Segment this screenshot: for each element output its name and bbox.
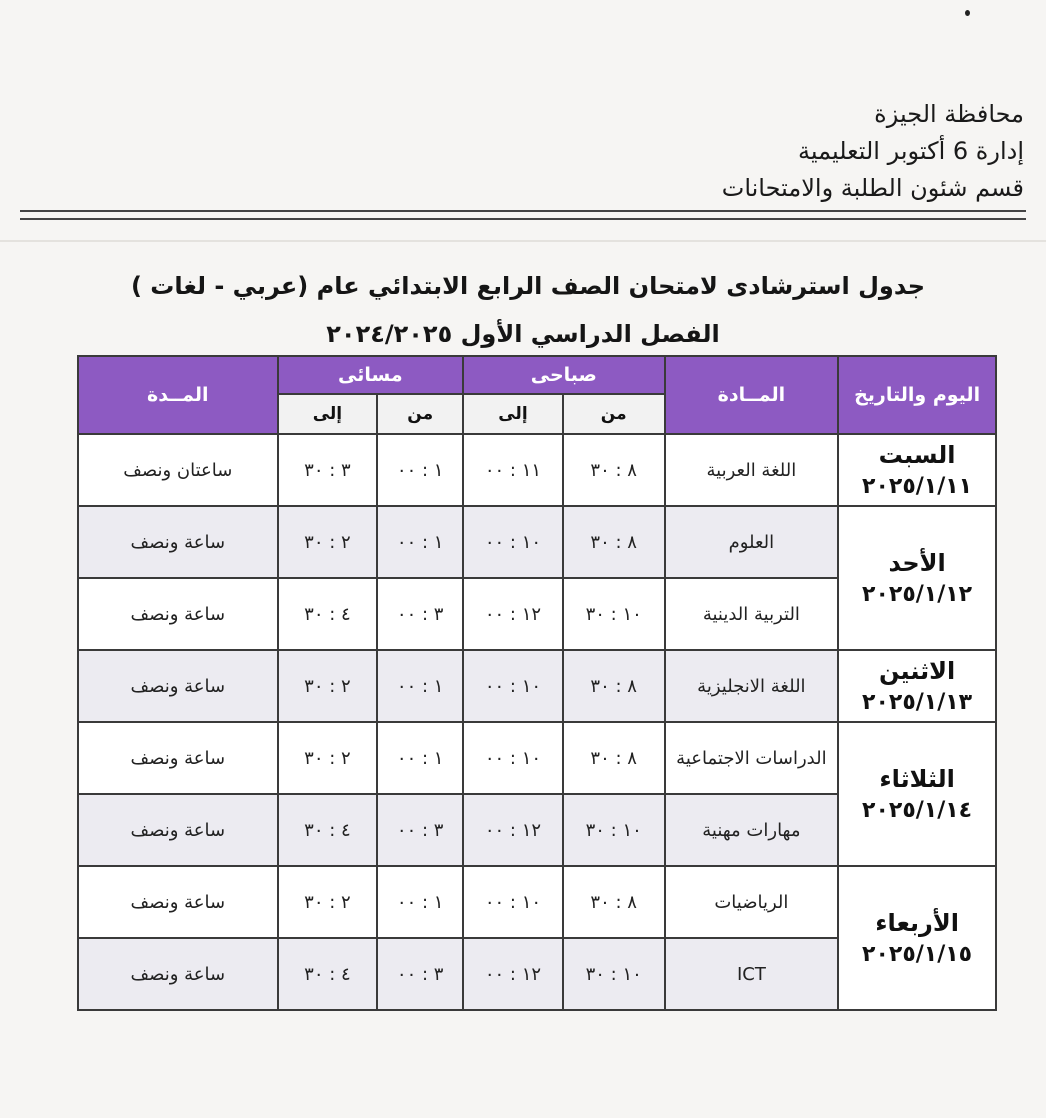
header-evening-to: إلى <box>278 394 378 434</box>
morning-from-cell: ٨ : ٣٠ <box>563 506 665 578</box>
table-row <box>78 866 996 938</box>
day-date-cell <box>838 506 996 650</box>
header-morning-to: إلى <box>463 394 563 434</box>
duration-cell: ساعة ونصف <box>78 794 278 866</box>
header-evening-from: من <box>377 394 463 434</box>
evening-to-cell: ٤ : ٣٠ <box>278 578 378 650</box>
duration-cell: ساعة ونصف <box>78 722 278 794</box>
morning-to-cell: ١٢ : ٠٠ <box>463 578 563 650</box>
day-name: السبت <box>878 441 956 469</box>
subject-cell: العلوم <box>665 506 839 578</box>
morning-from-cell: ٨ : ٣٠ <box>563 434 665 506</box>
exam-date: ٢٠٢٥/١/١٣ <box>862 690 973 715</box>
paper-fold-line <box>0 240 1046 242</box>
header-morning-from: من <box>563 394 665 434</box>
evening-from-cell: ١ : ٠٠ <box>377 434 463 506</box>
day-date-cell <box>838 722 996 866</box>
duration-cell: ساعة ونصف <box>78 866 278 938</box>
table-row <box>78 650 996 722</box>
table-row <box>78 506 996 578</box>
subject-cell: مهارات مهنية <box>665 794 839 866</box>
exam-date: ٢٠٢٥/١/١٢ <box>862 582 973 607</box>
morning-from-cell: ١٠ : ٣٠ <box>563 938 665 1010</box>
schedule-title: جدول استرشادى لامتحان الصف الرابع الابتدائي عام (عربي - لغات ) <box>130 272 925 300</box>
evening-from-cell: ١ : ٠٠ <box>377 650 463 722</box>
evening-from-cell: ١ : ٠٠ <box>377 722 463 794</box>
duration-cell: ساعة ونصف <box>78 650 278 722</box>
morning-to-cell: ١٠ : ٠٠ <box>463 506 563 578</box>
evening-to-cell: ٣ : ٣٠ <box>278 434 378 506</box>
morning-from-cell: ١٠ : ٣٠ <box>563 794 665 866</box>
header-morning: صباحى <box>463 356 664 394</box>
day-name: الثلاثاء <box>879 765 955 793</box>
morning-from-cell: ٨ : ٣٠ <box>563 722 665 794</box>
speck-mark <box>965 10 970 16</box>
subject-cell: الرياضيات <box>665 866 839 938</box>
morning-to-cell: ١٠ : ٠٠ <box>463 650 563 722</box>
evening-to-cell: ٢ : ٣٠ <box>278 866 378 938</box>
evening-to-cell: ٢ : ٣٠ <box>278 722 378 794</box>
evening-to-cell: ٢ : ٣٠ <box>278 506 378 578</box>
evening-from-cell: ٣ : ٠٠ <box>377 938 463 1010</box>
morning-to-cell: ١٢ : ٠٠ <box>463 938 563 1010</box>
table-row <box>78 722 996 794</box>
evening-to-cell: ٢ : ٣٠ <box>278 650 378 722</box>
header-separator <box>20 210 1026 220</box>
header-subject: المــادة <box>665 356 839 434</box>
duration-cell: ساعة ونصف <box>78 578 278 650</box>
day-name: الاثنين <box>878 657 956 685</box>
administration-line: إدارة 6 أكتوبر التعليمية <box>798 137 1024 165</box>
evening-from-cell: ١ : ٠٠ <box>377 506 463 578</box>
day-name: الأربعاء <box>875 909 959 937</box>
evening-from-cell: ٣ : ٠٠ <box>377 578 463 650</box>
subject-cell: الدراسات الاجتماعية <box>665 722 839 794</box>
morning-to-cell: ١٢ : ٠٠ <box>463 794 563 866</box>
day-date-cell <box>838 650 996 722</box>
exam-date: ٢٠٢٥/١/١٤ <box>862 798 973 823</box>
subject-cell: اللغة الانجليزية <box>665 650 839 722</box>
morning-from-cell: ١٠ : ٣٠ <box>563 578 665 650</box>
exam-date: ٢٠٢٥/١/١٥ <box>862 942 973 967</box>
term-title: الفصل الدراسي الأول ٢٠٢٤/٢٠٢٥ <box>326 320 720 348</box>
day-date-cell <box>838 866 996 1010</box>
duration-cell: ساعة ونصف <box>78 938 278 1010</box>
morning-to-cell: ١١ : ٠٠ <box>463 434 563 506</box>
subject-cell: ICT <box>665 938 839 1010</box>
morning-from-cell: ٨ : ٣٠ <box>563 650 665 722</box>
duration-cell: ساعتان ونصف <box>78 434 278 506</box>
duration-cell: ساعة ونصف <box>78 506 278 578</box>
header-day-date: اليوم والتاريخ <box>838 356 996 434</box>
exam-schedule-table <box>77 355 997 1011</box>
department-line: قسم شئون الطلبة والامتحانات <box>721 174 1024 202</box>
subject-cell: اللغة العربية <box>665 434 839 506</box>
table-row <box>78 434 996 506</box>
evening-to-cell: ٤ : ٣٠ <box>278 794 378 866</box>
morning-from-cell: ٨ : ٣٠ <box>563 866 665 938</box>
evening-to-cell: ٤ : ٣٠ <box>278 938 378 1010</box>
evening-from-cell: ١ : ٠٠ <box>377 866 463 938</box>
header-evening: مسائى <box>278 356 464 394</box>
subject-cell: التربية الدينية <box>665 578 839 650</box>
day-name: الأحد <box>888 549 946 577</box>
document-header <box>722 96 1024 207</box>
evening-from-cell: ٣ : ٠٠ <box>377 794 463 866</box>
header-duration: المــدة <box>78 356 278 434</box>
exam-date: ٢٠٢٥/١/١١ <box>862 474 973 499</box>
governorate-line: محافظة الجيزة <box>874 100 1024 128</box>
morning-to-cell: ١٠ : ٠٠ <box>463 866 563 938</box>
day-date-cell <box>838 434 996 506</box>
table-header-row <box>78 356 996 394</box>
morning-to-cell: ١٠ : ٠٠ <box>463 722 563 794</box>
table-body <box>78 434 996 1010</box>
